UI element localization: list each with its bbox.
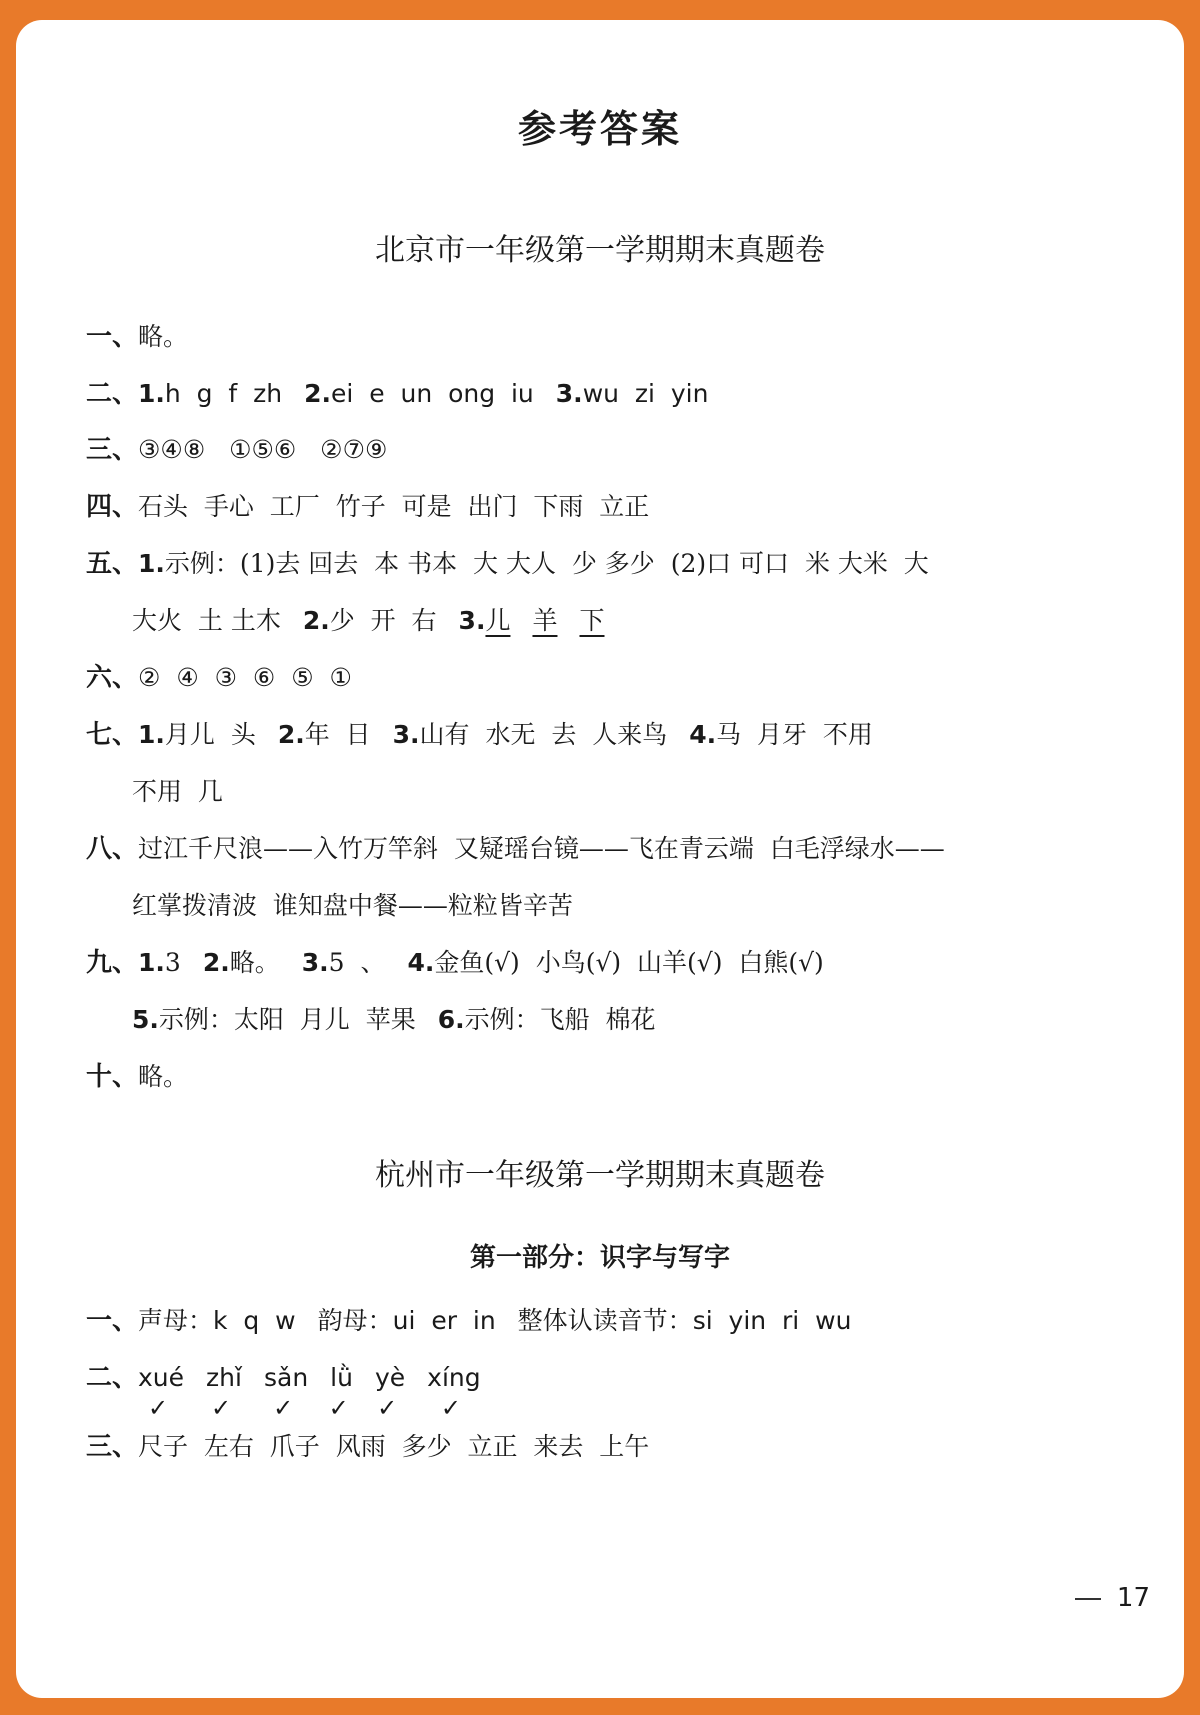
- answer-text: 示例：(1)去 回去 本 书本 大 大人 少 多少 (2)口 可口 米 大米 大: [164, 549, 929, 578]
- answer-text: h g f zh: [164, 379, 283, 408]
- pinyin-syllable: [328, 1361, 353, 1422]
- answer-line-7: [86, 718, 873, 752]
- underlined-char: 儿: [485, 606, 511, 635]
- item-number: 1.: [138, 379, 165, 408]
- underlined-char: 羊: [532, 606, 558, 635]
- answer-line-h3: [86, 1430, 649, 1464]
- question-label: 九、: [86, 948, 139, 978]
- pinyin-syllable: [206, 1361, 242, 1422]
- answer-text: 过江千尺浪——入竹万竿斜 又疑瑶台镜——飞在青云端 白毛浮绿水——: [138, 834, 945, 863]
- pinyin-text: si yin ri wu: [692, 1306, 852, 1335]
- answer-text: 红掌拨清波 谁知盘中餐——粒粒皆辛苦: [132, 891, 573, 920]
- item-number: 2.: [277, 720, 305, 749]
- answer-text: 5 、: [328, 948, 386, 977]
- syllable-text: yè: [374, 1363, 406, 1392]
- check-mark-icon: ✓: [328, 1394, 349, 1422]
- answer-text: 年 日: [304, 720, 371, 749]
- page-title: 参考答案: [517, 107, 682, 151]
- answer-line-1: [86, 320, 188, 354]
- item-number: 4.: [689, 720, 717, 749]
- item-number: 2.: [304, 379, 331, 408]
- answer-text: 少 开 右: [329, 606, 437, 635]
- answer-line-6: [86, 661, 352, 695]
- item-number: 1.: [138, 720, 165, 749]
- question-label: 八、: [86, 834, 139, 864]
- answer-text: ei e un ong iu: [331, 379, 534, 408]
- underlined-char: 下: [579, 606, 605, 635]
- question-label: 十、: [86, 1062, 139, 1092]
- answer-text: 略。: [138, 1062, 189, 1091]
- answer-text: 示例：飞船 棉花: [464, 1005, 656, 1034]
- item-number: 1.: [138, 549, 165, 578]
- answer-line-2: [86, 377, 708, 411]
- question-label: 三、: [86, 435, 139, 465]
- check-mark-icon: ✓: [440, 1394, 461, 1422]
- section-title-hangzhou: 杭州市一年级第一学期期末真题卷: [375, 1158, 825, 1193]
- answer-line-7-cont: [132, 775, 223, 809]
- item-number: 2.: [302, 606, 330, 635]
- item-number: 3.: [458, 606, 486, 635]
- answer-text: 石头 手心 工厂 竹子 可是 出门 下雨 立正: [138, 492, 650, 521]
- answer-text: ③④⑧ ①⑤⑥ ②⑦⑨: [138, 435, 388, 464]
- syllable-text: lǜ: [330, 1363, 353, 1392]
- answer-line-3: [86, 433, 387, 467]
- pinyin-text: k q w: [213, 1306, 296, 1335]
- item-number: 3.: [301, 948, 329, 977]
- question-label: 三、: [86, 1432, 139, 1462]
- answer-text: 金鱼(√) 小鸟(√) 山羊(√) 白熊(√): [434, 948, 824, 977]
- question-label: 二、: [86, 1363, 139, 1393]
- pinyin-syllable: [263, 1361, 309, 1422]
- page-number: [1075, 1583, 1150, 1613]
- answer-text: 略。: [229, 948, 280, 977]
- answer-text: 声母：: [138, 1306, 214, 1335]
- answer-text: 3: [164, 948, 181, 977]
- question-label: 一、: [86, 1306, 139, 1336]
- answer-text: 不用 几: [132, 777, 223, 806]
- question-label: 五、: [86, 549, 139, 579]
- answer-text: ② ④ ③ ⑥ ⑤ ①: [138, 663, 352, 692]
- answer-text: 马 月牙 不用: [716, 720, 873, 749]
- check-mark-icon: ✓: [377, 1394, 398, 1422]
- answer-text: 示例：太阳 月儿 苹果: [158, 1005, 416, 1034]
- pinyin-text: ui er in: [392, 1306, 496, 1335]
- answer-line-9: [86, 946, 824, 980]
- item-number: 6.: [437, 1005, 465, 1034]
- answer-line-5: [86, 547, 929, 581]
- answer-line-9-cont: [132, 1003, 656, 1037]
- answer-line-4: [86, 490, 649, 524]
- answer-text: 韵母：: [317, 1306, 393, 1335]
- answer-line-8-cont: [132, 889, 573, 923]
- pinyin-syllable: [374, 1361, 406, 1422]
- answer-line-8: [86, 832, 945, 866]
- pinyin-syllable: [138, 1361, 185, 1422]
- answer-text: 略。: [138, 322, 189, 351]
- question-label: 六、: [86, 663, 139, 693]
- question-label: 四、: [86, 492, 139, 522]
- section-title-beijing: 北京市一年级第一学期期末真题卷: [375, 233, 825, 268]
- answer-text: 尺子 左右 爪子 风雨 多少 立正 来去 上午: [138, 1432, 650, 1461]
- question-label: 七、: [86, 720, 139, 750]
- question-label: 一、: [86, 322, 139, 352]
- page-number-dash: [1075, 1598, 1101, 1600]
- page-number-text: 17: [1116, 1583, 1150, 1613]
- item-number: 2.: [202, 948, 230, 977]
- question-label: 二、: [86, 379, 139, 409]
- syllable-text: xué: [138, 1363, 185, 1392]
- answer-text: 整体认读音节：: [517, 1306, 693, 1335]
- answer-text: 月儿 头: [164, 720, 256, 749]
- item-number: 3.: [392, 720, 420, 749]
- item-number: 3.: [555, 379, 583, 408]
- check-mark-icon: ✓: [148, 1394, 169, 1422]
- answer-page: [16, 20, 1184, 1698]
- check-mark-icon: ✓: [273, 1394, 294, 1422]
- check-mark-icon: ✓: [211, 1394, 232, 1422]
- syllable-text: zhǐ: [206, 1363, 242, 1392]
- answer-line-5-cont: [132, 604, 605, 638]
- answer-line-10: [86, 1060, 188, 1094]
- answer-line-h1: [86, 1304, 851, 1338]
- pinyin-syllable: [427, 1361, 481, 1422]
- item-number: 5.: [132, 1005, 159, 1034]
- part-title: 第一部分：识字与写字: [469, 1243, 730, 1273]
- answer-text: 大火 土 土木: [132, 606, 281, 635]
- syllable-text: xíng: [427, 1363, 481, 1392]
- item-number: 1.: [138, 948, 165, 977]
- answer-line-h2: [86, 1361, 503, 1422]
- answer-text: 山有 水无 去 人来鸟: [419, 720, 668, 749]
- item-number: 4.: [407, 948, 435, 977]
- syllable-text: sǎn: [263, 1363, 309, 1392]
- answer-text: wu zi yin: [582, 379, 709, 408]
